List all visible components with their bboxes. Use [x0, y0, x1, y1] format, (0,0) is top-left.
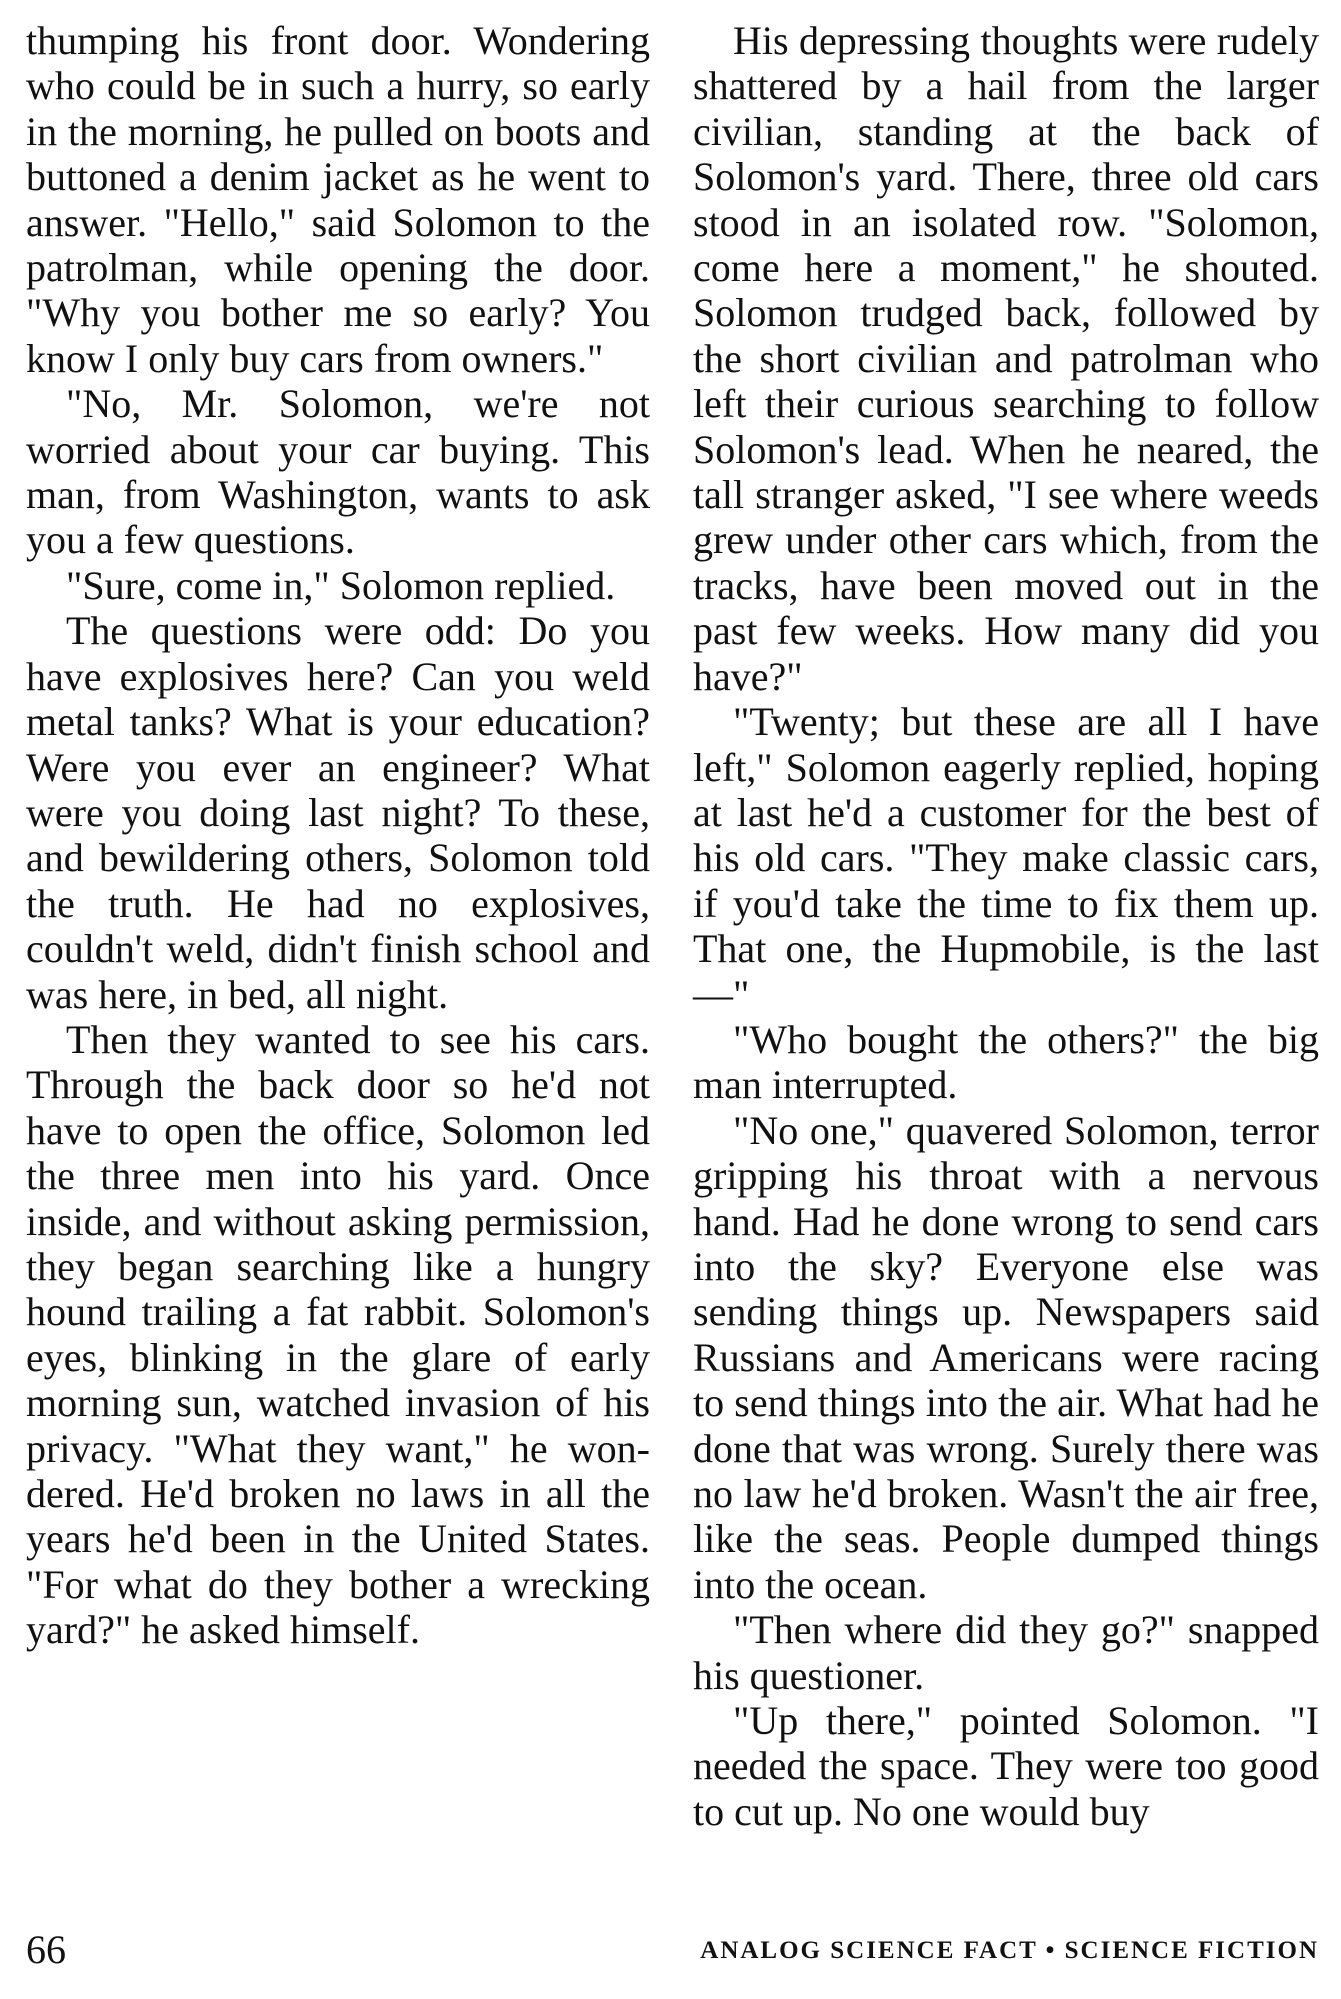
paragraph: His depressing thoughts were rudely shattered by a hail from the larger civilian, standing at the back of Solomon's yard. There, three old cars stood in an isolated row. "Solomon, come here a moment," he shouted. Solomon trudged back, followed by the short civilian and patrolman who left their curious searching to follow Solomon's lead. When he neared, the tall stranger asked, "I see where weeds grew under other cars which, from the tracks, have been moved out in the past few weeks. How many did you have?" [693, 18, 1319, 699]
right-text-column [693, 18, 1319, 1834]
paragraph-continuation: thumping his front door. Wondering who could be in such a hurry, so early in the morning, he pulled on boots and buttoned a denim jacket as he went to answer. "Hello," said Solomon to the patrolman, while opening the door. "Why you bother me so early? You know I only buy cars from owners." [26, 18, 650, 381]
page-footer [26, 1925, 1319, 1975]
paragraph: "Who bought the others?" the big man interrupted. [693, 1016, 1319, 1108]
paragraph: The questions were odd: Do you have explosives here? Can you weld metal tanks? What is your education? Were you ever an engineer? What were you doing last night? To these, and bewildering others, Solomon told the truth. He had no explosives, couldn't weld, didn't finish school and was here, in bed, all night. [26, 608, 650, 1017]
paragraph: "Sure, come in," Solomon replied. [66, 562, 616, 608]
paragraph: "No, Mr. Solomon, we're not worried about your car buying. This man, from Washington, wants to ask you a few questions. [26, 381, 650, 563]
page-number: 66 [26, 1927, 66, 1972]
paragraph: "No one," quavered Solomon, terror gripping his throat with a nervous hand. Had he done wrong to send cars into the sky? Everyone else was sending things up. Newspapers said Russians and Americans were racing to send things into the air. What had he done that was wrong. Surely there was no law he'd broken. Wasn't the air free, like the seas. People dumped things into the ocean. [693, 1107, 1319, 1607]
paragraph: "Twenty; but these are all I have left," Solomon eagerly replied, hoping at last he'd a customer for the best of his old cars. "They make classic cars, if you'd take the time to fix them up. That one, the Hupmobile, is the last—" [693, 699, 1319, 1017]
paragraph: Then they wanted to see his cars. Through the back door so he'd not have to open the office, Solomon led the three men into his yard. Once inside, and without asking permission, they began searching like a hungry hound trailing a fat rabbit. Solomon's eyes, blinking in the glare of early morning sun, watched invasion of his privacy. "What they want," he wondered. He'd broken no laws in all the years he'd been in the United States. "For what do they bother a wrecking yard?" he asked himself. [26, 1016, 650, 1653]
left-text-column [26, 18, 650, 1653]
running-title: ANALOG SCIENCE FACT • SCIENCE FICTION [700, 1937, 1319, 1964]
paragraph: "Up there," pointed Solomon. "I needed the space. They were too good to cut up. No one would buy [693, 1698, 1319, 1834]
paragraph: "Then where did they go?" snapped his questioner. [693, 1607, 1319, 1698]
